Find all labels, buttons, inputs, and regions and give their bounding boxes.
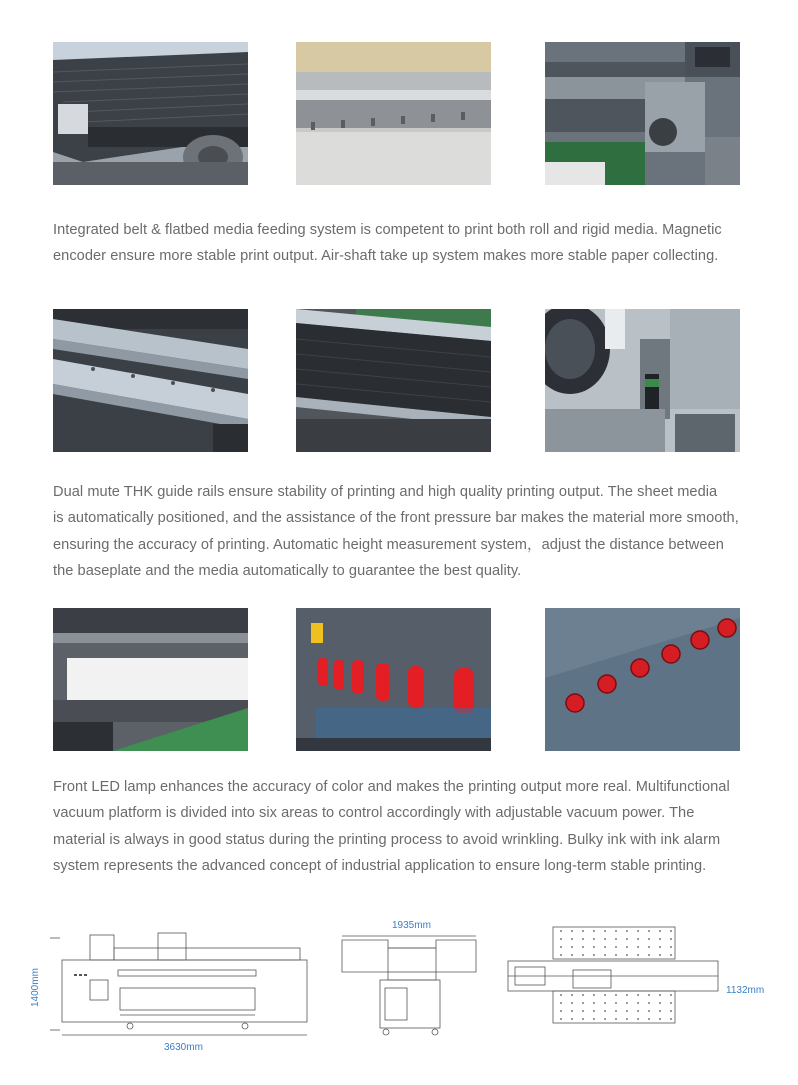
guide-rail-photo [53, 309, 248, 452]
front-height-dimension: 1400mm [30, 968, 41, 1007]
section-2-description: Dual mute THK guide rails ensure stability of printing and high quality printing output. The sheet media is automatically positioned, and the assistance of the front pressure bar makes the material more smooth, ensuring the accuracy of printing. Automatic height measurement system，adjust the distance between the baseplate and the media automatically to guarantee the best quality. [53, 484, 739, 580]
ink-alarm-photo [545, 608, 740, 751]
magnetic-encoder-photo [296, 42, 491, 185]
front-led-lamp-photo [53, 608, 248, 751]
top-depth-dimension: 1132mm [726, 985, 765, 996]
vacuum-switch-photo [296, 608, 491, 751]
side-depth-dimension: 1935mm [392, 920, 431, 931]
belt-flatbed-photo [53, 42, 248, 185]
section-1-description: Integrated belt & flatbed media feeding system is competent to print both roll and rigid media. Magnetic encoder ensure more stable print output. Air-shaft take up system makes more stable paper collecting. [53, 222, 722, 265]
top-view-drawing [503, 925, 723, 1025]
air-shaft-photo [545, 42, 740, 185]
height-sensor-photo [545, 309, 740, 452]
front-width-dimension: 3630mm [164, 1042, 203, 1053]
side-view-drawing [340, 930, 480, 1040]
pressure-bar-photo [296, 309, 491, 452]
front-view-drawing [50, 930, 315, 1040]
section-3-description: Front LED lamp enhances the accuracy of color and makes the printing output more real. Multifunctional vacuum platform is divided into six areas to control accordingly with adjustable vacuum power. The material is always in good status during the printing process to avoid wrinkling. Bulky ink with ink alarm system represents the advanced concept of industrial application to ensure long-term stable printing. [53, 779, 730, 875]
